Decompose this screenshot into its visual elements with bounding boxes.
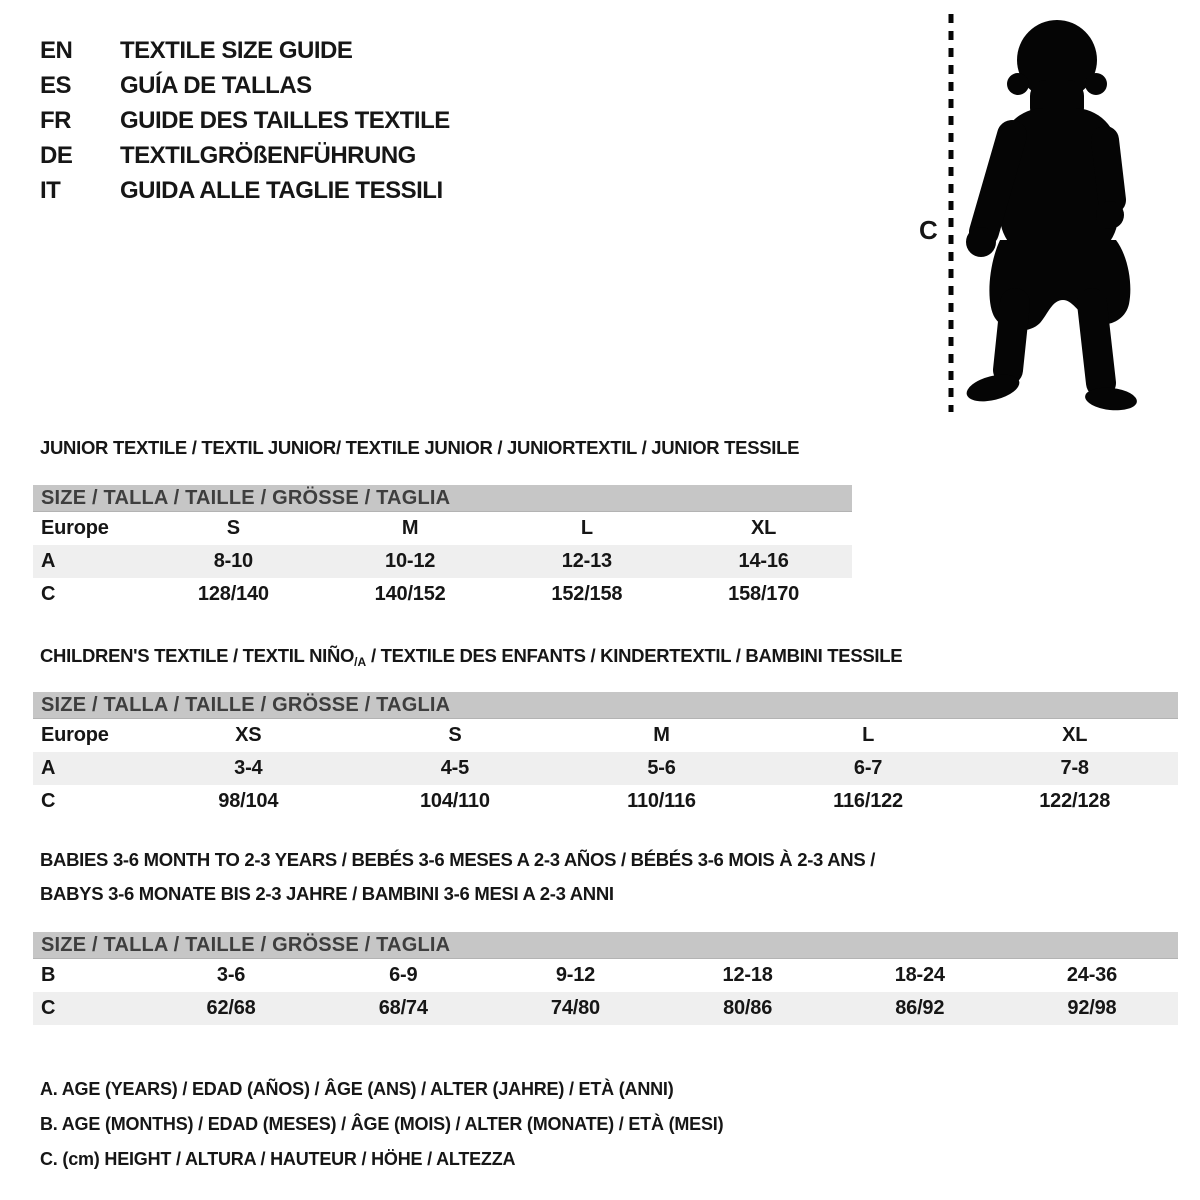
- language-header: [40, 33, 450, 208]
- table-row: [33, 752, 1178, 785]
- language-title: GUIDE DES TAILLES TEXTILE: [120, 107, 450, 134]
- language-code: IT: [40, 177, 61, 204]
- size-value: 104/110: [419, 790, 490, 812]
- size-value: 158/170: [728, 583, 800, 605]
- legend-line-c: C. (cm) HEIGHT / ALTURA / HAUTEUR / HÖHE / ALTEZZA: [40, 1149, 516, 1169]
- size-value: L: [580, 517, 593, 539]
- children-size-table: [33, 692, 1178, 818]
- table-row: [33, 578, 852, 611]
- junior-section-title: JUNIOR TEXTILE / TEXTIL JUNIOR/ TEXTILE JUNIOR / JUNIORTEXTIL / JUNIOR TESSILE: [40, 437, 800, 458]
- size-value: 12-18: [722, 964, 773, 986]
- row-label: C: [41, 997, 56, 1019]
- size-value: S: [448, 724, 462, 746]
- size-value: M: [401, 517, 419, 539]
- size-value: 140/152: [374, 583, 446, 605]
- size-value: 68/74: [378, 997, 428, 1019]
- size-value: 9-12: [555, 964, 596, 986]
- baby-silhouette-icon: [964, 20, 1138, 413]
- table-row: [33, 992, 1178, 1025]
- language-title: GUIDA ALLE TAGLIE TESSILI: [120, 177, 443, 204]
- size-value: 6-7: [853, 757, 883, 779]
- size-value: 116/122: [833, 790, 903, 812]
- size-value: 4-5: [440, 757, 470, 779]
- row-label: A: [41, 757, 56, 779]
- baby-figure: [900, 8, 1190, 420]
- row-label: A: [41, 550, 56, 572]
- size-value: 12-13: [561, 550, 612, 572]
- language-row: [40, 173, 450, 208]
- size-value: M: [653, 724, 670, 746]
- row-label: C: [41, 790, 56, 812]
- measurement-legend: [40, 1072, 723, 1177]
- legend-line-a: A. AGE (YEARS) / EDAD (AÑOS) / ÂGE (ANS) / ALTER (JAHRE) / ETÀ (ANNI): [40, 1079, 674, 1099]
- babies-size-table: [33, 932, 1178, 1025]
- row-label: Europe: [41, 517, 109, 539]
- size-value: 152/158: [551, 583, 623, 605]
- size-value: 110/116: [627, 790, 696, 812]
- size-value: 80/86: [723, 997, 773, 1019]
- size-value: 5-6: [647, 757, 676, 779]
- language-code: ES: [40, 72, 72, 99]
- children-table-rows: [33, 719, 1178, 818]
- size-value: 6-9: [389, 964, 418, 986]
- language-title: TEXTILE SIZE GUIDE: [120, 37, 353, 64]
- size-value: 3-4: [234, 757, 263, 779]
- size-value: S: [226, 517, 240, 539]
- legend-line-b: B. AGE (MONTHS) / EDAD (MESES) / ÂGE (MOIS) / ALTER (MONATE) / ETÀ (MESI): [40, 1114, 724, 1134]
- size-value: 10-12: [385, 550, 436, 572]
- junior-table-rows: [33, 512, 852, 611]
- size-value: 86/92: [895, 997, 945, 1019]
- size-value: 62/68: [206, 997, 256, 1019]
- size-value: 122/128: [1039, 790, 1111, 812]
- size-value: L: [862, 724, 875, 746]
- children-title-subscript: /A: [354, 655, 367, 669]
- size-value: XL: [751, 517, 777, 539]
- children-section-title: [40, 645, 902, 669]
- size-value: 8-10: [213, 550, 253, 572]
- language-row: [40, 103, 450, 138]
- size-header-bar: SIZE / TALLA / TAILLE / GRÖSSE / TAGLIA: [33, 485, 852, 512]
- babies-table-rows: [33, 959, 1178, 1025]
- size-header-bar: SIZE / TALLA / TAILLE / GRÖSSE / TAGLIA: [33, 692, 1178, 719]
- children-title-text: CHILDREN'S TEXTILE / TEXTIL NIÑO: [40, 645, 355, 666]
- babies-section-title-line1: BABIES 3-6 MONTH TO 2-3 YEARS / BEBÉS 3-6 MESES A 2-3 AÑOS / BÉBÉS 3-6 MOIS À 2-3 ANS /: [40, 849, 876, 870]
- language-row: [40, 138, 450, 173]
- language-title: GUÍA DE TALLAS: [120, 72, 312, 99]
- table-row: [33, 719, 1178, 752]
- junior-size-table: [33, 485, 852, 611]
- size-value: 92/98: [1067, 997, 1117, 1019]
- row-label: Europe: [41, 724, 109, 746]
- row-label: B: [41, 964, 56, 986]
- babies-section-title-line2: BABYS 3-6 MONATE BIS 2-3 JAHRE / BAMBINI 3-6 MESI A 2-3 ANNI: [40, 883, 614, 904]
- table-row: [33, 959, 1178, 992]
- children-title-text: / TEXTILE DES ENFANTS / KINDERTEXTIL / BAMBINI TESSILE: [366, 645, 903, 666]
- size-value: 24-36: [1066, 964, 1118, 986]
- language-code: DE: [40, 142, 73, 169]
- size-header-bar: SIZE / TALLA / TAILLE / GRÖSSE / TAGLIA: [33, 932, 1178, 959]
- table-row: [33, 545, 852, 578]
- row-label: C: [41, 583, 56, 605]
- size-value: 14-16: [738, 550, 789, 572]
- language-code: EN: [40, 37, 73, 64]
- table-row: [33, 512, 852, 545]
- language-row: [40, 33, 450, 68]
- size-value: XL: [1062, 724, 1088, 746]
- size-value: XS: [235, 724, 262, 746]
- size-value: 3-6: [216, 964, 246, 986]
- size-value: 128/140: [197, 583, 269, 605]
- table-row: [33, 785, 1178, 818]
- language-code: FR: [40, 107, 71, 134]
- size-value: 74/80: [550, 997, 600, 1019]
- language-row: [40, 68, 450, 103]
- language-title: TEXTILGRÖßENFÜHRUNG: [120, 142, 416, 169]
- height-marker-label: C: [919, 215, 938, 245]
- size-value: 98/104: [218, 790, 279, 812]
- size-value: 7-8: [1060, 757, 1089, 779]
- size-value: 18-24: [894, 964, 945, 986]
